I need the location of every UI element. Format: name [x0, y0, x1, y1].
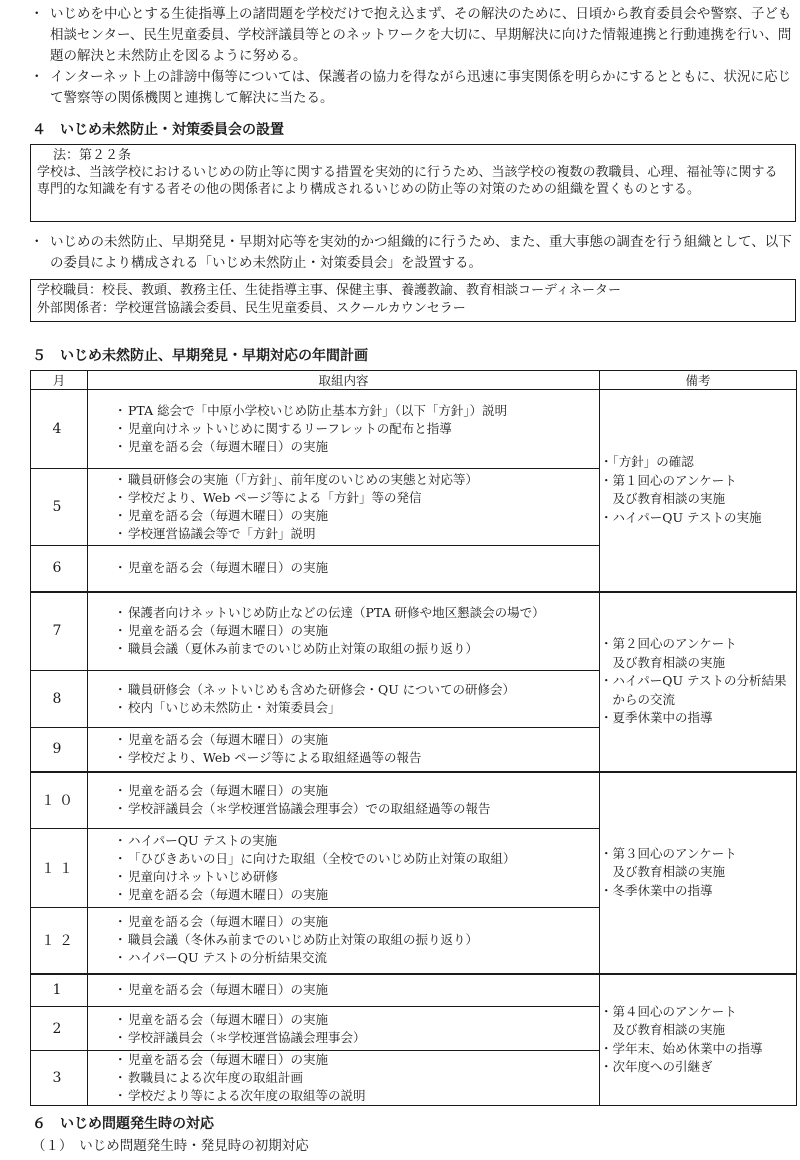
note-item: ・次年度への引継ぎ [600, 1059, 713, 1075]
committee-bullet: ・ いじめの未然防止、早期発見・早期対応等を実効的かつ組織的に行うため、また、重大事態の調査を行う組織として、以下の委員により構成される「いじめ未然防止・対策委員会」を設置する。 [28, 232, 798, 274]
activity-item: ・ 児童を語る会（毎週木曜日）の実施 [88, 559, 599, 577]
section-6-heading: ６ いじめ問題発生時の対応 [32, 1116, 214, 1132]
activity-item: ・ 学校運営協議会等で「方針」説明 [88, 525, 599, 543]
month-cell: 9 [31, 728, 88, 772]
activity-item: ・ 児童を語る会（毎週木曜日）の実施 [88, 1051, 599, 1069]
header-month: 月 [31, 371, 88, 390]
members-school-staff: 学校職員：校長、教頭、教務主任、生徒指導主事、保健主事、養護教諭、教育相談コーディネーター [37, 283, 621, 298]
activity-item: ・ 児童を語る会（毎週木曜日）の実施 [88, 438, 599, 456]
activity-item: ・ 学校だより等による次年度の取組等の説明 [88, 1087, 599, 1105]
month-cell: 4 [31, 390, 88, 469]
activity-item: ・ ハイパーQU テストの分析結果交流 [88, 949, 599, 967]
activity-item: ・ 児童を語る会（毎週木曜日）の実施 [88, 622, 599, 640]
law-article-body: 学校は、当該学校におけるいじめの防止等に関する措置を実効的に行うため、当該学校の複数の教職員、心理、福祉等に関する専門的な知識を有する者その他の関係者により構成されるいじめの防止等の対策のための組織を置くものとする。 [37, 165, 778, 197]
activity-item: ・ 職員会議（冬休み前までのいじめ防止対策の取組の振り返り） [88, 931, 599, 949]
members-external: 外部関係者：学校運営協議会委員、民生児童委員、スクールカウンセラー [37, 301, 466, 316]
month-cell: 3 [31, 1051, 88, 1106]
activity-item: ・ 職員会議（夏休み前までのいじめ防止対策の取組の振り返り） [88, 640, 599, 658]
annual-plan-body [31, 390, 797, 1106]
note-item: ・第２回心のアンケート [600, 636, 737, 652]
note-item: 及び教育相談の実施 [600, 654, 726, 670]
intro-bullet: ・ いじめを中心とする生徒指導上の諸問題を学校だけで抱え込まず、その解決のために、日頃から教育委員会や警察、子ども相談センター、民生児童委員、学校評議員等とのネットワークを大切に、早期解決に向けた情報連携と行動連携を行い、問題の解決と未然防止を図るように努める。 [28, 4, 798, 67]
note-item: ・「方針」の確認 [600, 454, 694, 470]
note-item: ・ハイパーQU テストの実施 [600, 509, 762, 525]
table-row [31, 390, 797, 469]
committee-members-box [30, 279, 796, 322]
activity-item: ・ 学校だより、Web ページ等による取組経過等の報告 [88, 749, 599, 767]
activity-item: ・ 教職員による次年度の取組計画 [88, 1069, 599, 1087]
activity-item: ・ 児童向けネットいじめ研修 [88, 868, 599, 886]
law-article-box [30, 144, 796, 222]
activity-item: ・ 職員研修会の実施（「方針」、前年度のいじめの実態と対応等） [88, 471, 599, 489]
activities-cell [88, 974, 600, 1007]
activity-item: ・ 学校だより、Web ページ等による「方針」等の発信 [88, 489, 599, 507]
activities-cell [88, 592, 600, 671]
note-item: ・学年末、始め休業中の指導 [600, 1040, 763, 1056]
notes-cell [600, 390, 797, 592]
header-notes: 備考 [600, 371, 797, 390]
table-row [31, 974, 797, 1007]
activity-item: ・ 児童を語る会（毎週木曜日）の実施 [88, 886, 599, 904]
activity-item: ・ 児童向けネットいじめに関するリーフレットの配布と指導 [88, 420, 599, 438]
notes-cell [600, 592, 797, 772]
activity-item: ・ 児童を語る会（毎週木曜日）の実施 [88, 981, 599, 999]
table-row [31, 592, 797, 671]
activities-cell [88, 1051, 600, 1106]
activities-cell [88, 829, 600, 908]
month-cell: １２ [31, 908, 88, 974]
activities-cell [88, 671, 600, 728]
activities-cell [88, 390, 600, 469]
activity-item: ・ 「ひびきあいの日」に向けた取組（全校でのいじめ防止対策の取組） [88, 850, 599, 868]
activities-cell [88, 772, 600, 829]
note-item: 及び教育相談の実施 [600, 491, 726, 507]
activity-item: ・ 校内「いじめ未然防止・対策委員会」 [88, 699, 599, 717]
note-item: ・第３回心のアンケート [600, 845, 737, 861]
notes-cell [600, 974, 797, 1106]
section-6-1-subheading: （１） いじめ問題発生時・発見時の初期対応 [32, 1138, 309, 1154]
law-article-title: 法：第２２条 [53, 148, 132, 163]
month-cell: 8 [31, 671, 88, 728]
activity-item: ・ 学校評議員会（＊学校運営協議会理事会） [88, 1029, 599, 1047]
activity-item: ・ 児童を語る会（毎週木曜日）の実施 [88, 782, 599, 800]
activity-item: ・ 児童を語る会（毎週木曜日）の実施 [88, 1011, 599, 1029]
month-cell: 5 [31, 469, 88, 546]
activity-item: ・ 職員研修会（ネットいじめも含めた研修会・QU についての研修会） [88, 681, 599, 699]
table-header-row [31, 371, 797, 390]
month-cell: １１ [31, 829, 88, 908]
activities-cell [88, 908, 600, 974]
note-item: からの交流 [600, 691, 676, 707]
note-item: ・冬季休業中の指導 [600, 882, 713, 898]
activity-item: ・ 児童を語る会（毎週木曜日）の実施 [88, 507, 599, 525]
activity-item: ・ 児童を語る会（毎週木曜日）の実施 [88, 731, 599, 749]
activity-item: ・ PTA 総会で「中原小学校いじめ防止基本方針」（以下「方針」）説明 [88, 402, 599, 420]
activity-item: ・ 学校評議員会（＊学校運営協議会理事会）での取組経過等の報告 [88, 800, 599, 818]
activities-cell [88, 546, 600, 592]
note-item: ・第４回心のアンケート [600, 1003, 737, 1019]
activity-item: ・ 児童を語る会（毎週木曜日）の実施 [88, 913, 599, 931]
note-item: ・ハイパーQU テストの分析結果 [600, 673, 787, 689]
activities-cell [88, 1007, 600, 1051]
note-item: 及び教育相談の実施 [600, 864, 726, 880]
activity-item: ・ 保護者向けネットいじめ防止などの伝達（PTA 研修や地区懇談会の場で） [88, 604, 599, 622]
note-item: ・夏季休業中の指導 [600, 710, 713, 726]
note-item: ・第１回心のアンケート [600, 472, 737, 488]
table-row [31, 772, 797, 829]
note-item: 及び教育相談の実施 [600, 1022, 726, 1038]
month-cell: 1 [31, 974, 88, 1007]
activity-item: ・ ハイパーQU テストの実施 [88, 832, 599, 850]
activities-cell [88, 728, 600, 772]
intro-bullet-list [28, 4, 798, 109]
notes-cell [600, 772, 797, 974]
header-activities: 取組内容 [88, 371, 600, 390]
section-4-heading: ４ いじめ未然防止・対策委員会の設置 [32, 122, 284, 138]
committee-bullet-list [28, 232, 798, 274]
intro-bullet: ・ インターネット上の誹謗中傷等については、保護者の協力を得ながら迅速に事実関係を明らかにするとともに、状況に応じて警察等の関係機関と連携して解決に当たる。 [28, 67, 798, 109]
activities-cell [88, 469, 600, 546]
month-cell: 6 [31, 546, 88, 592]
section-5-heading: ５ いじめ未然防止、早期発見・早期対応の年間計画 [32, 348, 368, 364]
month-cell: １０ [31, 772, 88, 829]
annual-plan-table [30, 370, 797, 1106]
month-cell: 7 [31, 592, 88, 671]
month-cell: 2 [31, 1007, 88, 1051]
